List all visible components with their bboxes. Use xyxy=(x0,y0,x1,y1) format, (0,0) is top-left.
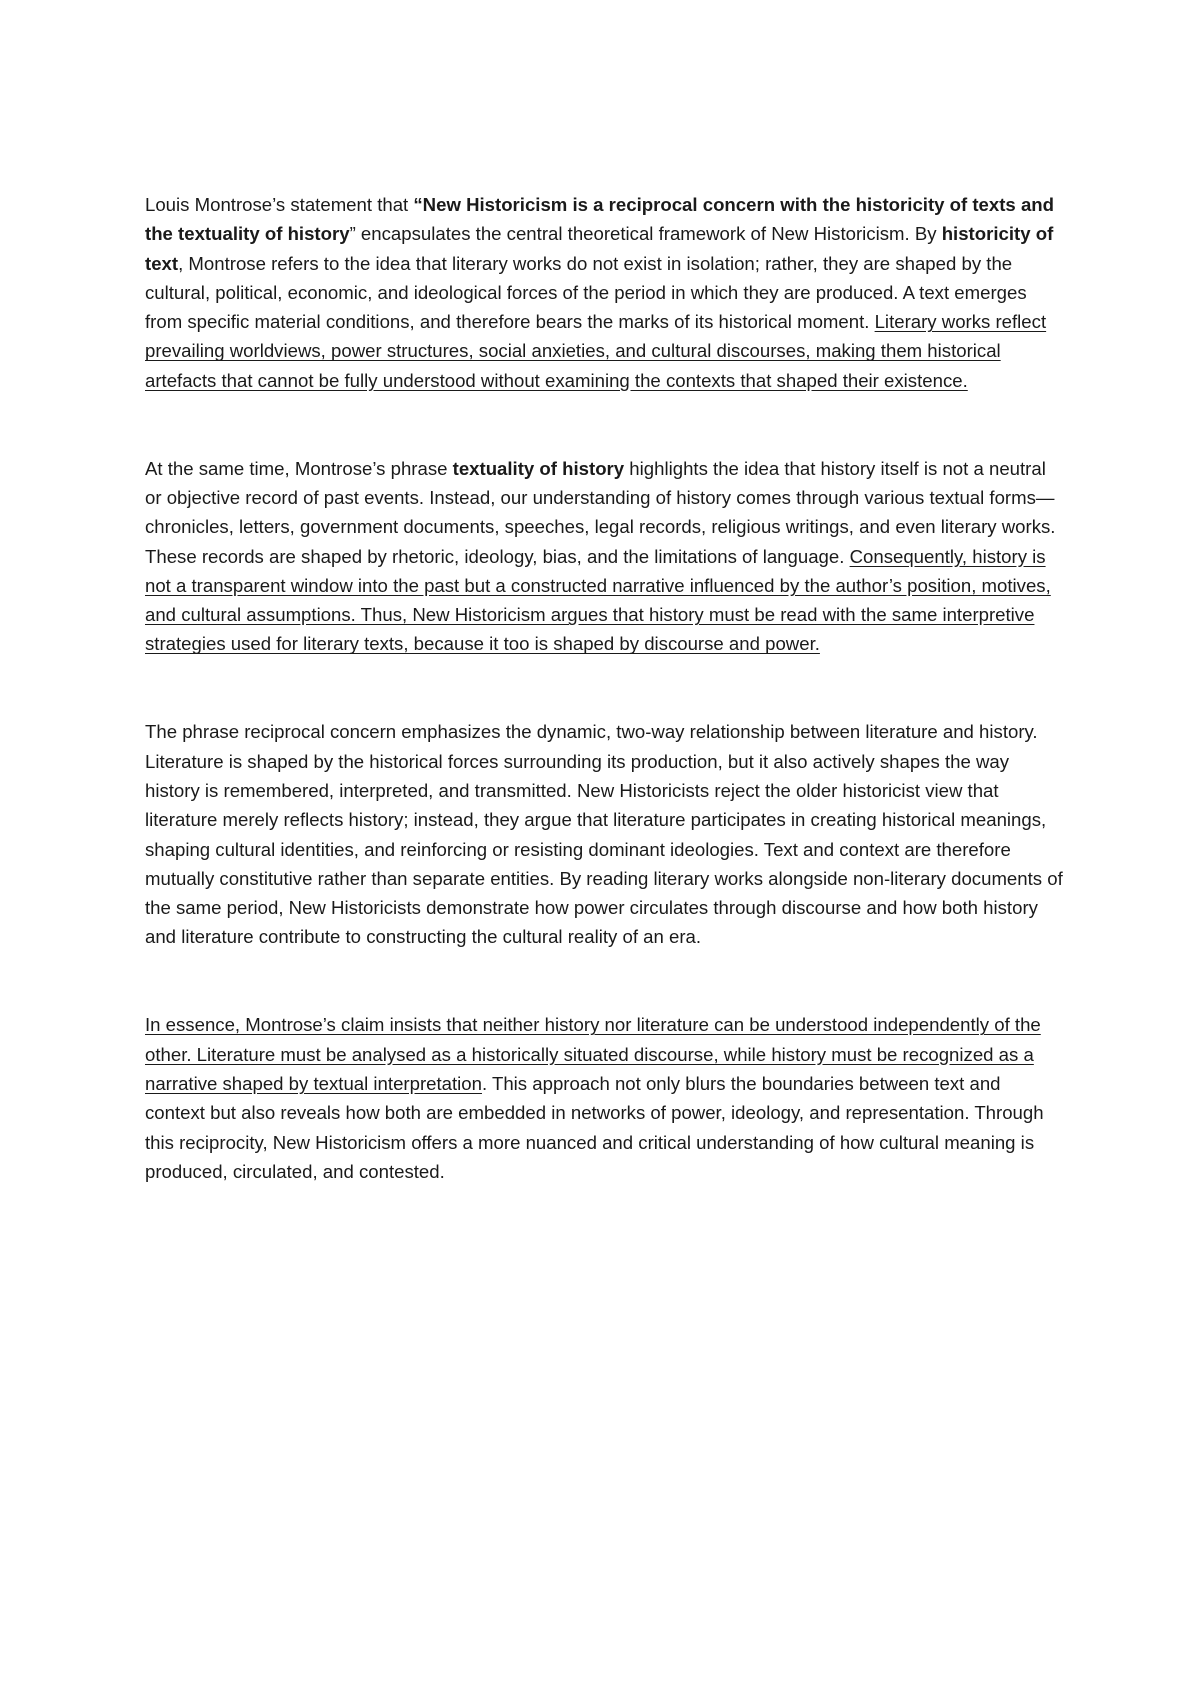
text-run: The phrase reciprocal concern emphasizes the dynamic, two-way relationship between literature and history. Literature is shaped by the historical forces surrounding its production, but it also actively shapes the way history is remembered, interpreted, and transmitted. New Historicists reject the older historicist view that literature merely reflects history; instead, they argue that literature participates in creating historical meanings, shaping cultural identities, and reinforcing or resisting dominant ideologies. Text and context are therefore mutually constitutive rather than separate entities. By reading literary works alongside non-literary documents of the same period, New Historicists demonstrate how power circulates through discourse and how both history and literature contribute to constructing the cultural reality of an era. xyxy=(145,721,1063,948)
paragraph-in-essence xyxy=(145,1010,1065,1186)
text-run: , Montrose refers to the idea that literary works do not exist in isolation; rather, they are shaped by the cultural, political, economic, and ideological forces of the period in which they are produced. A text emerges from specific material conditions, and therefore bears the marks of its historical moment. xyxy=(145,252,1027,333)
text-run: highlights the idea that history itself is not a neutral or objective record of past events. Instead, our understanding of history comes through various textual forms—chronicles, letters, government documents, speeches, legal records, religious writings, and even literary works. These records are shaped by rhetoric, ideology, bias, and the limitations of language. xyxy=(145,457,1056,567)
bold-text: “New Historicism is a reciprocal concern with the historicity of texts and the textuality of history xyxy=(145,194,1054,245)
paragraph-textuality-of-history xyxy=(145,454,1065,659)
bold-text: textuality of history xyxy=(452,457,625,479)
text-run: . This approach not only blurs the boundaries between text and context but also reveals how both are embedded in networks of power, ideology, and representation. Through this reciprocity, New Historicism offers a more nuanced and critical understanding of how cultural meaning is produced, circulated, and contested. xyxy=(145,1072,1044,1182)
text-run: Louis Montrose’s statement that xyxy=(145,194,414,215)
text-run: ” encapsulates the central theoretical framework of New Historicism. By xyxy=(349,223,942,245)
document-body xyxy=(145,190,1065,1186)
paragraph-reciprocal-concern xyxy=(145,717,1065,951)
bold-text: historicity of text xyxy=(145,223,1054,274)
underlined-text: In essence, Montrose’s claim insists that neither history nor literature can be understood independently of the other. Literature must be analysed as a historically situated discourse, while history must be recognized as a narrative shaped by textual interpretation xyxy=(145,1014,1041,1094)
underlined-text: Consequently, history is not a transparent window into the past but a constructed narrative influenced by the author’s position, motives, and cultural assumptions. Thus, New Historicism argues that history must be read with the same interpretive strategies used for literary texts, because it too is shaped by discourse and power. xyxy=(145,545,1051,655)
paragraph-historicity-of-texts xyxy=(145,190,1065,395)
text-run: At the same time, Montrose’s phrase xyxy=(145,457,453,479)
underlined-text: Literary works reflect prevailing worldviews, power structures, social anxieties, and cultural discourses, making them historical artefacts that cannot be fully understood without examining the contexts that shaped their existence. xyxy=(145,311,1047,391)
